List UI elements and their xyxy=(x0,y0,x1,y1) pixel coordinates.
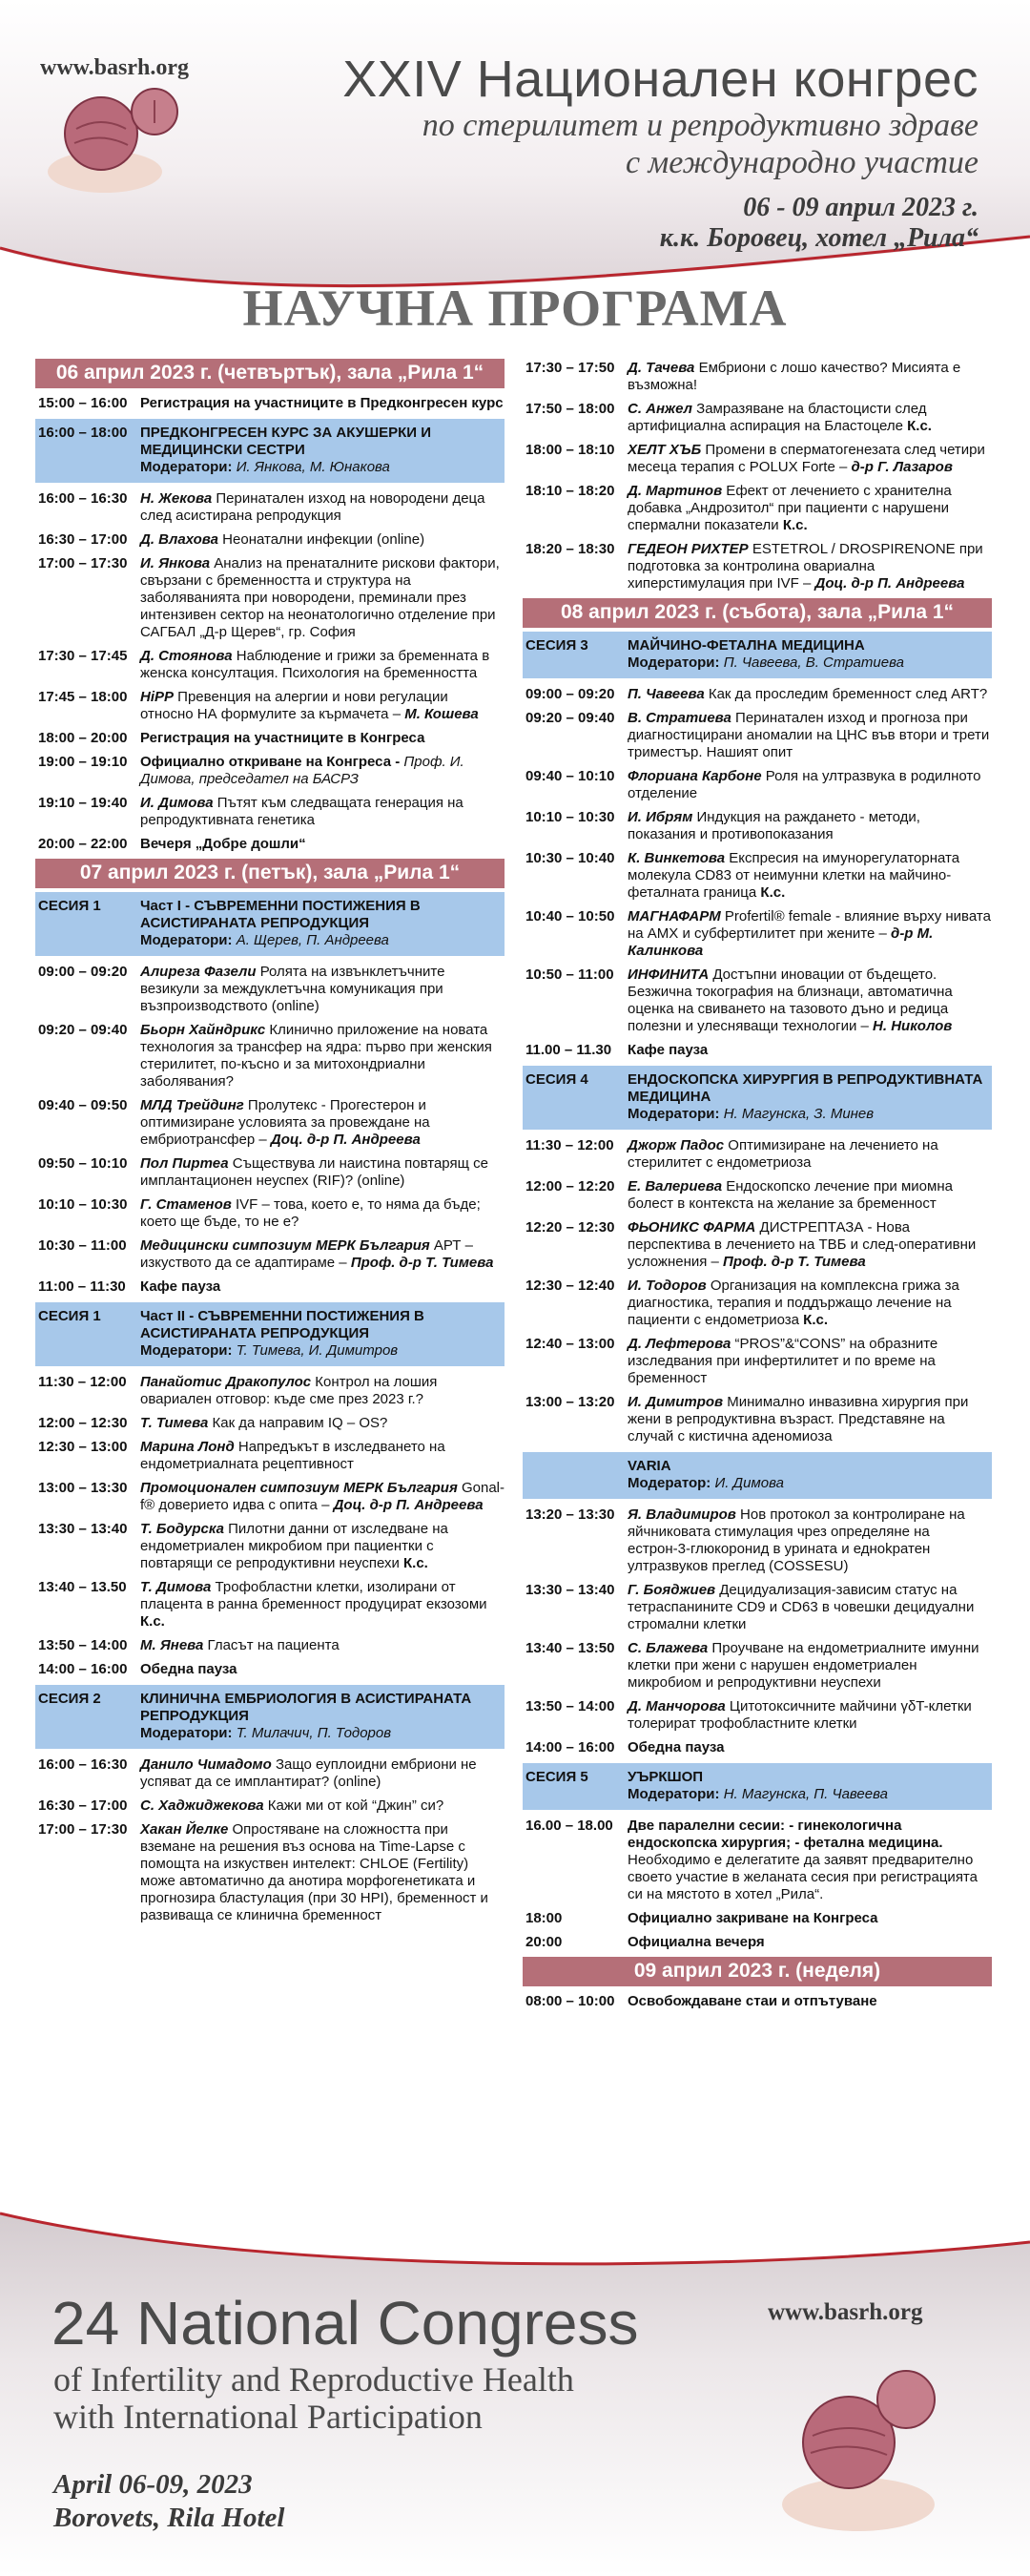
program-item: 18:00 Официално закриване на Конгреса xyxy=(525,1910,878,1926)
day-header-3: 08 април 2023 г. (събота), зала „Рила 1“ xyxy=(523,598,992,628)
session-block: СЕСИЯ 1 Част II - СЪВРЕМЕННИ ПОСТИЖЕНИЯ В АСИСТИРАНАТА РЕПРОДУКЦИЯ Модератори: Т. Тимева, И. Димитров xyxy=(35,1302,505,1366)
session-block: VARIA Модератор: И. Димова xyxy=(523,1452,992,1499)
footer-website-url: www.basrh.org xyxy=(768,2299,923,2325)
program-item: 17:00 – 17:30 Хакан Йелке Опростяване на сложността при вземане на решения въз основа на Time-Lapse с помощта на изкуствен интелект: CHLOE (Fertility) може автоматично да анотира морфогенетиката и прогнозира бластулация (при 30 HPI), бременност и развиваща се клинична бременност xyxy=(38,1821,488,1923)
program-item: 13:30 – 13:40 Г. Бояджиев Децидуализация-зависим статус на тетраспанините CD9 и CD63 в човешки децидуални стромални клетки xyxy=(525,1582,975,1632)
program-item: 11:30 – 12:00 Панайотис Дракопулос Контрол на лошия овариален отговор: къде сме през 2023 г.? xyxy=(38,1374,438,1407)
footer-date: April 06-09, 2023 xyxy=(53,2469,253,2500)
program-item: 15:00 – 16:00 Регистрация на участниците в Предконгресен курс xyxy=(38,395,504,411)
program-title: НАУЧНА ПРОГРАМА xyxy=(242,280,788,337)
program-item: 10:40 – 10:50 МАГНАФАРМ Profertil® female - влияние върху нивата на АМХ и субфертилитет при жените – д-р М. Калинкова xyxy=(525,908,991,959)
footer-title: 24 National Congress xyxy=(52,2289,639,2358)
footer-subtitle-2: with International Participation xyxy=(53,2398,483,2436)
program-item: 17:50 – 18:00 С. Анжел Замразяване на бластоцисти след артифициална аспирация на Бластоцеле К.с. xyxy=(525,401,932,434)
congress-title: XXIV Национален конгрес xyxy=(342,51,978,108)
program-item: 13:20 – 13:30 Я. Владимиров Нов протокол за контролиране на яйчниковата стимулация чрез определяне на естрон-3-глюкоронид в урината и едноkратен ултразвуков преглед (COSSESU) xyxy=(525,1506,965,1574)
session-block: СЕСИЯ 5 УЪРКШОП Модератори: Н. Магунска, П. Чавеева xyxy=(523,1763,992,1810)
program-item: 18:20 – 18:30 ГЕДЕОН РИХТЕР ESTETROL / DROSPIRENONE при подготовка за контролина овариална хиперстимулация при IVF – Доц. д-р П. Андреева xyxy=(525,541,983,592)
program-right-column xyxy=(523,357,992,2014)
footer-subtitle: of Infertility and Reproductive Health xyxy=(53,2360,574,2399)
header-banner xyxy=(0,0,1030,315)
congress-date: 06 - 09 април 2023 г. xyxy=(743,193,978,222)
program-item: 16:30 – 17:00 Д. Влахова Неонатални инфекции (online) xyxy=(38,531,425,548)
program-item: 17:45 – 18:00 HiPP Превенция на алергии и нови регулации относно НА формулите за кърмачета – М. Кошева xyxy=(38,689,479,722)
program-item: 16.00 – 18.00 Две паралелни сесии: - гинекологична ендоскопска хирургия; - фетална медицина. Необходимо е делегатите да заявят предварително своето участие в желаната сесия при регистрацията си на мястото в хотел „Рила“. xyxy=(525,1818,978,1902)
program-item: 18:10 – 18:20 Д. Мартинов Ефект от лечението с хранителна добавка „Андрозитол“ при пациенти с нарушени спермални показатели К.с. xyxy=(525,483,952,533)
day-header-2: 07 април 2023 г. (петък), зала „Рила 1“ xyxy=(35,859,505,888)
website-url: www.basrh.org xyxy=(40,55,190,80)
program-item: 16:30 – 17:00 С. Хаджиджекова Кажи ми от кой “Джин” си? xyxy=(38,1797,444,1814)
program-item: 17:30 – 17:50 Д. Тачева Ембриони с лошо качество? Мисията е възможна! xyxy=(525,360,961,393)
program-item: 09:20 – 09:40 В. Стратиева Перинатален изход и прогноза при диагностицирани аномалии на ЦНС във втори и трети триместър. Нашият опит xyxy=(525,710,990,760)
program-item: 18:00 – 18:10 ХЕЛТ ХЪБ Промени в сперматогенезата след четири месеца терапия с POLUX Forte – д-р Г. Лазаров xyxy=(525,442,985,475)
program-item: 09:00 – 09:20 П. Чавеева Как да проследим бременност след ART? xyxy=(525,686,988,702)
program-item: 12:40 – 13:00 Д. Лефтерова “PROS”&“CONS” на образните изследвания при инфертилитет и по време на бременност xyxy=(525,1336,938,1386)
program-item: 13:50 – 14:00 М. Янева Гласът на пациента xyxy=(38,1637,340,1653)
program-item: 20:00 – 22:00 Вечеря „Добре дошли“ xyxy=(38,836,306,852)
program-item: 08:00 – 10:00 Освобождаване стаи и отпътуване xyxy=(525,1993,877,2009)
program-item: 13:40 – 13:50 С. Блажева Проучване на ендометриалните имунни клетки при жени с нарушен ендометриален микробиом и репродуктивни неуспехи xyxy=(525,1640,979,1691)
congress-subtitle: по стерилитет и репродуктивно здраве xyxy=(422,108,978,143)
program-item: 19:10 – 19:40 И. Димова Пътят към следващата генерация на репродуктивната генетика xyxy=(38,795,464,828)
program-item: 13:00 – 13:30 Промоционален симпозиум МЕРК България Gonal-f® довериeто идва с опита – Доц. д-р П. Андреева xyxy=(38,1480,505,1513)
program-left-column xyxy=(35,357,505,1928)
program-item: 12:00 – 12:30 Т. Тимева Как да направим IQ – OS? xyxy=(38,1415,388,1431)
day-header-1: 06 април 2023 г. (четвъртък), зала „Рила 1“ xyxy=(35,359,505,388)
session-block: СЕСИЯ 1 Част I - СЪВРЕМЕННИ ПОСТИЖЕНИЯ В АСИСТИРАНАТА РЕПРОДУКЦИЯ Модератори: А. Щерев, П. Андреева xyxy=(35,892,505,956)
footer-banner xyxy=(0,2185,1030,2576)
program-item: 17:30 – 17:45 Д. Стоянова Наблюдение и грижи за бременната в женска консултация. Психология на бременността xyxy=(38,648,490,681)
congress-venue: к.к. Боровец, хотел „Рила“ xyxy=(659,223,978,253)
program-item: 14:00 – 16:00 Обедна пауза xyxy=(525,1739,725,1755)
program-item: 10:10 – 10:30 Г. Стаменов IVF – това, което е, то няма да бъде; което ще бъде, то не е? xyxy=(38,1196,481,1230)
program-item: 13:40 – 13.50 Т. Димова Трофобластни клетки, изолирани от плацента в ранна бременност продуцират екзозоми К.с. xyxy=(38,1579,487,1630)
program-item: 09:40 – 10:10 Флориана Карбоне Роля на ултразвука в родилното отделение xyxy=(525,768,981,801)
program-item: 11:30 – 12:00 Джорж Падос Оптимизиране на лечението на стерилитет с ендометриоза xyxy=(525,1137,938,1171)
program-item: 09:20 – 09:40 Бьорн Хайндрикс Клинично приложение на новата технология за трансфер на ядра: първо при женския стерилитет, по-късно и за митохондриални заболявания? xyxy=(38,1022,492,1090)
program-item: 16:00 – 16:30 Данило Чимадомо Защо еуплоидни ембриони не успяват да се имплантират? (online) xyxy=(38,1756,477,1790)
session-block: СЕСИЯ 2 КЛИНИЧНА ЕМБРИОЛОГИЯ В АСИСТИРАНАТА РЕПРОДУКЦИЯ Модератори: Т. Милачич, П. Тодоров xyxy=(35,1685,505,1749)
program-item: 13:30 – 13:40 Т. Бодурска Пилотни данни от изследване на ендометриален микробиом при пациентки с повтарящи се репродуктивни неуспехи К.с. xyxy=(38,1521,448,1571)
congress-logo-footer xyxy=(753,2323,963,2543)
program-item: 09:00 – 09:20 Алиреза Фазели Ролята на извънклетъчните везикули за междуклетъчна комуникация при възпроизводството (online) xyxy=(38,964,445,1014)
program-item: 12:00 – 12:20 Е. Валериева Ендоскопско лечение при миомна болест в контекста на желание за бременност xyxy=(525,1178,953,1212)
program-item: 10:30 – 10:40 К. Винкетова Експресия на имунорегулаторната молекула CD83 от неимунни клетки на майчино-феталната граница К.с. xyxy=(525,850,960,901)
program-item: 09:40 – 09:50 МЛД Трейдинг Пролутекс - Прогестерон и оптимизиране условията за провеждане на ембриотрансфер – Доц. д-р П. Андреева xyxy=(38,1097,430,1148)
program-item: 12:20 – 12:30 ФЬОНИКС ФАРМА ДИСТРЕПТАЗА - Нова перспектива в лечението на ТВБ и след-оперативни усложнения – Проф. д-р Т. Тимева xyxy=(525,1219,977,1270)
session-block: СЕСИЯ 4 ЕНДОСКОПСКА ХИРУРГИЯ В РЕПРОДУКТИВНАТА МЕДИЦИНА Модератори: Н. Магунска, З. Минев xyxy=(523,1066,992,1130)
day-header-4: 09 април 2023 г. (неделя) xyxy=(523,1957,992,1986)
program-item: 10:10 – 10:30 И. Ибрям Индукция на раждането - методи, показания и противопоказания xyxy=(525,809,920,842)
session-block: 16:00 – 18:00 ПРЕДКОНГРЕСЕН КУРС ЗА АКУШЕРКИ И МЕДИЦИНСКИ СЕСТРИ Модератори: И. Янкова, М. Юнакова xyxy=(35,419,505,483)
program-item: 13:00 – 13:20 И. Димитров Минимално инвазивна хирургия при жени в репродуктивна възраст. Представяне на случай с кистична аденомиоза xyxy=(525,1394,969,1444)
program-item: 10:30 – 11:00 Медицински симпозиум МЕРК България АРТ – изкуството да се адаптираме – Проф. д-р Т. Тимева xyxy=(38,1237,494,1271)
program-item: 20:00 Официална вечеря xyxy=(525,1934,765,1950)
program-item: 16:00 – 16:30 Н. Жекова Перинатален изход на новородени деца след асистирана репродукция xyxy=(38,490,485,524)
program-item: 17:00 – 17:30 И. Янкова Анализ на пренаталните рискови фактори, свързани с бременността и структура на заболяванията при новородени, преминали през интензивен сектор на неонатологично отделение при САГБАЛ „Д-р Щерев“, гр. София xyxy=(38,555,500,640)
program-item: 11:00 – 11:30 Кафе пауза xyxy=(38,1278,221,1295)
footer-venue: Borovets, Rila Hotel xyxy=(53,2503,285,2533)
program-item: 14:00 – 16:00 Обедна пауза xyxy=(38,1661,237,1677)
program-item: 12:30 – 13:00 Марина Лонд Напредъкът в изследването на ендометриалната рецептивност xyxy=(38,1439,445,1472)
congress-subtitle-2: с международно участие xyxy=(625,145,978,180)
session-block: СЕСИЯ 3 МАЙЧИНО-ФЕТАЛНА МЕДИЦИНА Модератори: П. Чавеева, В. Стратиева xyxy=(523,632,992,678)
program-item: 11.00 – 11.30 Кафе пауза xyxy=(525,1042,709,1058)
program-item: 10:50 – 11:00 ИНФИНИТА Достъпни иновации от бъдещето. Безжична токография на близнаци, автоматична оценка на свиването на тазовото дъно и редица полезни и улесняващи технологии – Н. Николов xyxy=(525,966,953,1034)
program-item: 19:00 – 19:10 Официално откриване на Конгреса - Проф. И. Димова, председател на БАСРЗ xyxy=(38,754,464,787)
program-item: 12:30 – 12:40 И. Тодоров Организация на комплексна грижа за диагностика, терапия и поддържащо лечение на пациенти с ендометриоза К.с. xyxy=(525,1278,959,1328)
program-item: 18:00 – 20:00 Регистрация на участниците в Конгреса xyxy=(38,730,425,746)
program-item: 09:50 – 10:10 Пол Пиртеа Съществува ли наистина повтарящ се имплантационен неуспех (RIF)? (online) xyxy=(38,1155,488,1189)
program-item: 13:50 – 14:00 Д. Манчорова Цитотоксичните майчини γδT-клетки толерират трофобластните клетки xyxy=(525,1698,972,1732)
